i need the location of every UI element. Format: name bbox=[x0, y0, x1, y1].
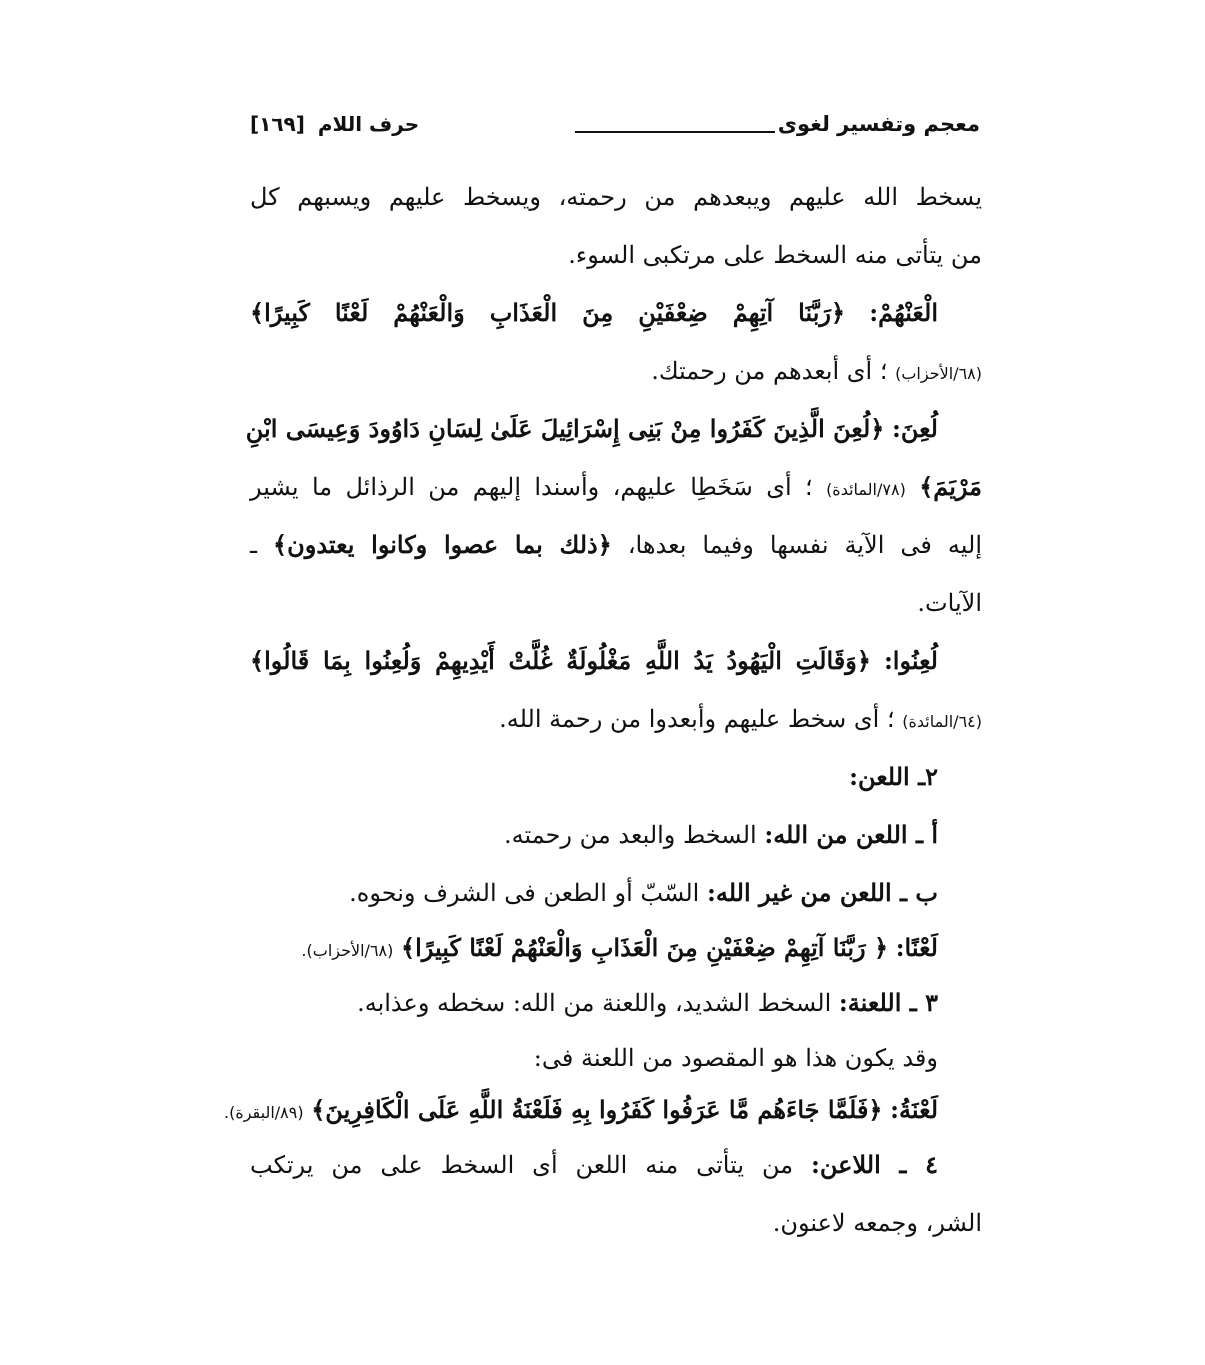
quran-quote: ﴿رَبَّنَا آتِهِمْ ضِعْفَيْنِ مِنَ الْعَذَابِ وَالْعَنْهُمْ لَعْنًا كَبِيرًا﴾ bbox=[250, 298, 846, 327]
section-name: حرف اللام bbox=[317, 112, 420, 136]
verse-reference: (٧٨/المائدة) bbox=[826, 480, 906, 499]
text-line bbox=[250, 516, 982, 574]
definition-term: ٤ ـ اللاعن: bbox=[811, 1150, 938, 1179]
page-number: [١٦٩] bbox=[250, 112, 305, 136]
quran-quote: ﴿وَقَالَتِ الْيَهُودُ يَدُ اللَّهِ مَغْلُولَةٌ غُلَّتْ أَيْدِيهِمْ وَلُعِنُوا بِمَا قَالُوا﴾ bbox=[250, 646, 871, 675]
definition-text: السخط والبعد من رحمته. bbox=[503, 821, 757, 849]
body-text bbox=[223, 168, 982, 1252]
book-title: معجم وتفسير لغوى bbox=[777, 112, 980, 136]
definition-term: ب ـ اللعن من غير الله: bbox=[707, 878, 938, 907]
verse-reference: (٦٤/المائدة) bbox=[902, 712, 982, 731]
quran-quote: ﴿فَلَمَّا جَاءَهُم مَّا عَرَفُوا كَفَرُوا بِهِ فَلَعْنَةُ اللَّهِ عَلَى الْكَافِرِينَ﴾ bbox=[311, 1095, 883, 1124]
definition-line bbox=[250, 864, 982, 922]
header-rule bbox=[575, 131, 775, 133]
section-heading-line bbox=[250, 748, 982, 806]
entry-headword: لُعِنُوا: bbox=[883, 646, 938, 675]
entry-line bbox=[250, 922, 982, 974]
definition-line bbox=[250, 1136, 982, 1194]
definition-text: من يتأتى منه اللعن أى السخط على من يرتكب bbox=[250, 1151, 794, 1179]
entry-headword: لَعْنَةُ: bbox=[890, 1095, 938, 1124]
verse-reference: (٦٨/الأحزاب). bbox=[301, 941, 394, 960]
entry-line bbox=[245, 400, 982, 458]
definition-term: ٣ ـ اللعنة: bbox=[838, 988, 938, 1017]
text-line bbox=[250, 458, 982, 516]
entry-line bbox=[223, 1084, 982, 1136]
text-line: من يتأتى منه السخط على مرتكبى السوء. bbox=[568, 241, 982, 269]
verse-reference: (٦٨/الأحزاب) bbox=[895, 364, 982, 383]
definition-text: السّبّ أو الطعن فى الشرف ونحوه. bbox=[349, 879, 700, 907]
entry-headword: الْعَنْهُمْ: bbox=[869, 298, 938, 327]
gloss: ؛ أى سَخَطِا عليهم، وأسندا إليهم من الرذائل ما يشير bbox=[250, 473, 813, 501]
text-line: الشر، وجمعه لاعنون. bbox=[772, 1209, 982, 1237]
text-line: الآيات. bbox=[917, 589, 982, 617]
entry-headword: لُعِنَ: bbox=[891, 414, 938, 443]
quran-quote: مَرْيَمَ﴾ bbox=[919, 472, 982, 501]
dash: ـ bbox=[250, 531, 258, 559]
definition-line bbox=[250, 806, 982, 864]
verse-reference: (٨٩/البقرة). bbox=[223, 1103, 304, 1122]
definition-term: أ ـ اللعن من الله: bbox=[764, 820, 938, 849]
gloss: ؛ أى سخط عليهم وأبعدوا من رحمة الله. bbox=[499, 705, 895, 733]
entry-line bbox=[250, 632, 982, 690]
running-header bbox=[250, 110, 980, 150]
gloss: ؛ أى أبعدهم من رحمتك. bbox=[651, 357, 888, 385]
section-title bbox=[250, 112, 419, 136]
gloss: إليه فى الآية نفسها وفيما بعدها، bbox=[627, 531, 982, 559]
section-heading: ٢ـ اللعن: bbox=[849, 762, 938, 791]
text-line: وقد يكون هذا هو المقصود من اللعنة فى: bbox=[533, 1044, 938, 1072]
definition-text: السخط الشديد، واللعنة من الله: سخطه وعذابه. bbox=[357, 989, 832, 1017]
quran-quote: ﴿ذلك بما عصوا وكانوا يعتدون﴾ bbox=[273, 530, 612, 559]
text-line: يسخط الله عليهم ويبعدهم من رحمته، ويسخط عليهم ويسبهم كل bbox=[250, 183, 982, 211]
quran-quote: ﴿ رَبَّنَا آتِهِمْ ضِعْفَيْنِ مِنَ الْعَذَابِ وَالْعَنْهُمْ لَعْنًا كَبِيرًا﴾ bbox=[401, 933, 889, 962]
text-line bbox=[250, 342, 982, 400]
entry-line bbox=[250, 284, 982, 342]
entry-headword: لَعْنًا: bbox=[895, 933, 938, 962]
text-line bbox=[250, 690, 982, 748]
definition-line bbox=[250, 974, 982, 1032]
quran-quote: ﴿لُعِنَ الَّذِينَ كَفَرُوا مِنْ بَنِى إِسْرَائِيلَ عَلَىٰ لِسَانِ دَاوُودَ وَعِيسَى ابْنِ bbox=[245, 414, 885, 443]
